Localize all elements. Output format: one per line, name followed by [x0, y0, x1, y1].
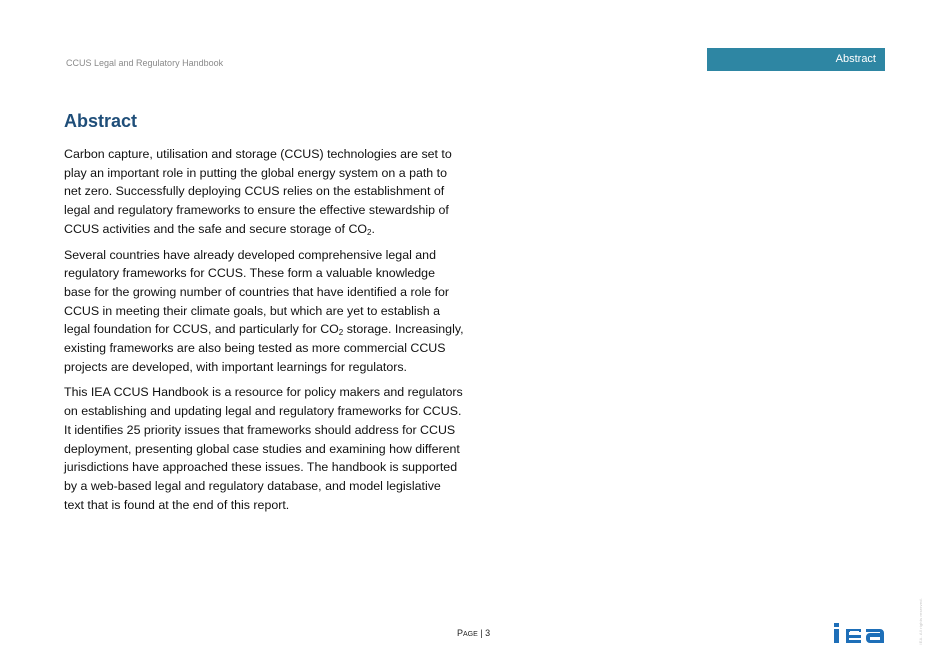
page-separator: |: [477, 628, 486, 638]
paragraph-3: [64, 383, 464, 514]
paragraph-1-period: .: [371, 221, 375, 236]
paragraph-2-text-after: storage. Increasingly, existing frameworks are also being tested as more commercial CCUS projects are developed, with important learnings for regulators.: [64, 322, 464, 374]
page-title: Abstract: [64, 111, 138, 131]
section-tab: [707, 48, 885, 71]
page-label-initial: P: [457, 628, 464, 638]
paragraph-3-text: This IEA CCUS Handbook is a resource for policy makers and regulators on establishing and updating legal and regulatory frameworks for CCUS. It identifies 25 priority issues that frameworks should address for CCUS deployment, presenting global case studies and examining how different jurisdictions have approached these issues. The handbook is supported by a web-based legal and regulatory database, and model legislative text that is found at the end of this report.: [64, 385, 463, 512]
paragraph-2-text-before: Several countries have already developed comprehensive legal and regulatory frameworks for CCUS. These form a valuable knowledge base for the growing number of countries that have identified a role for CCUS in meeting their climate goals, but which are yet to establish a legal foundation for CCUS, and particularly for CO: [64, 247, 450, 337]
paragraph-1: [64, 145, 464, 239]
section-tab-label: Abstract: [835, 53, 876, 65]
paragraph-2: [64, 246, 464, 377]
page-number-value: 3: [485, 628, 491, 638]
co2-subscript: 2: [338, 328, 344, 338]
co2-subscript: 2: [367, 227, 372, 237]
page-label-rest: AGE: [463, 631, 478, 638]
iea-logo: [834, 623, 888, 643]
paragraph-1-text: Carbon capture, utilisation and storage (CCUS) technologies are set to play an important role in putting the global energy system on a path to net zero. Successfully deploying CCUS relies on the establishment of legal and regulatory frameworks to ensure the effective stewardship of CCUS activities and the safe and secure storage of CO: [64, 147, 452, 236]
rights-notice: IEA. All rights reserved.: [918, 598, 923, 645]
abstract-body: [64, 145, 464, 521]
page-number: [457, 628, 490, 638]
running-header: CCUS Legal and Regulatory Handbook: [66, 58, 224, 68]
